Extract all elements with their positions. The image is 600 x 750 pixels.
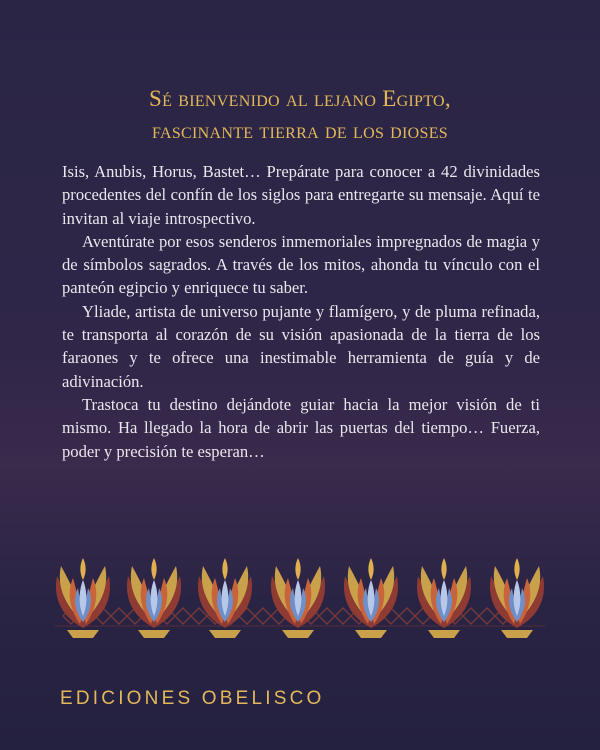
publisher-name: EDICIONES OBELISCO [60, 688, 325, 709]
headline-line-2: fascinante tierra de los dioses [151, 118, 448, 143]
headline-line-1: Sé bienvenido al lejano Egipto, [149, 86, 451, 111]
blurb [62, 160, 540, 463]
blurb-paragraph: Trastoca tu destino dejándote guiar hacia la mejor visión de ti mismo. Ha llegado la hora de abrir las puertas del tiempo… Fuerza, poder y precisión te esperan… [62, 394, 540, 461]
blurb-paragraph: Isis, Anubis, Horus, Bastet… Prepárate para conocer a 42 divinidades procedentes del confín de los siglos para entregarte su mensaje. Aquí te invitan al viaje introspectivo. [62, 162, 540, 228]
headline [0, 83, 600, 147]
lotus-frieze-icon [55, 540, 545, 645]
blurb-paragraph: Aventúrate por esos senderos inmemoriales impregnados de magia y de símbolos sagrados. A través de los mitos, ahonda tu vínculo con el panteón egipcio y enriquece tu saber. [62, 231, 540, 298]
blurb-paragraph: Yliade, artista de universo pujante y flamígero, y de pluma refinada, te transporta al corazón de su visión apasionada de la tierra de los faraones y te ofrece una inestimable herramienta de guía y de adivinación. [62, 301, 540, 391]
